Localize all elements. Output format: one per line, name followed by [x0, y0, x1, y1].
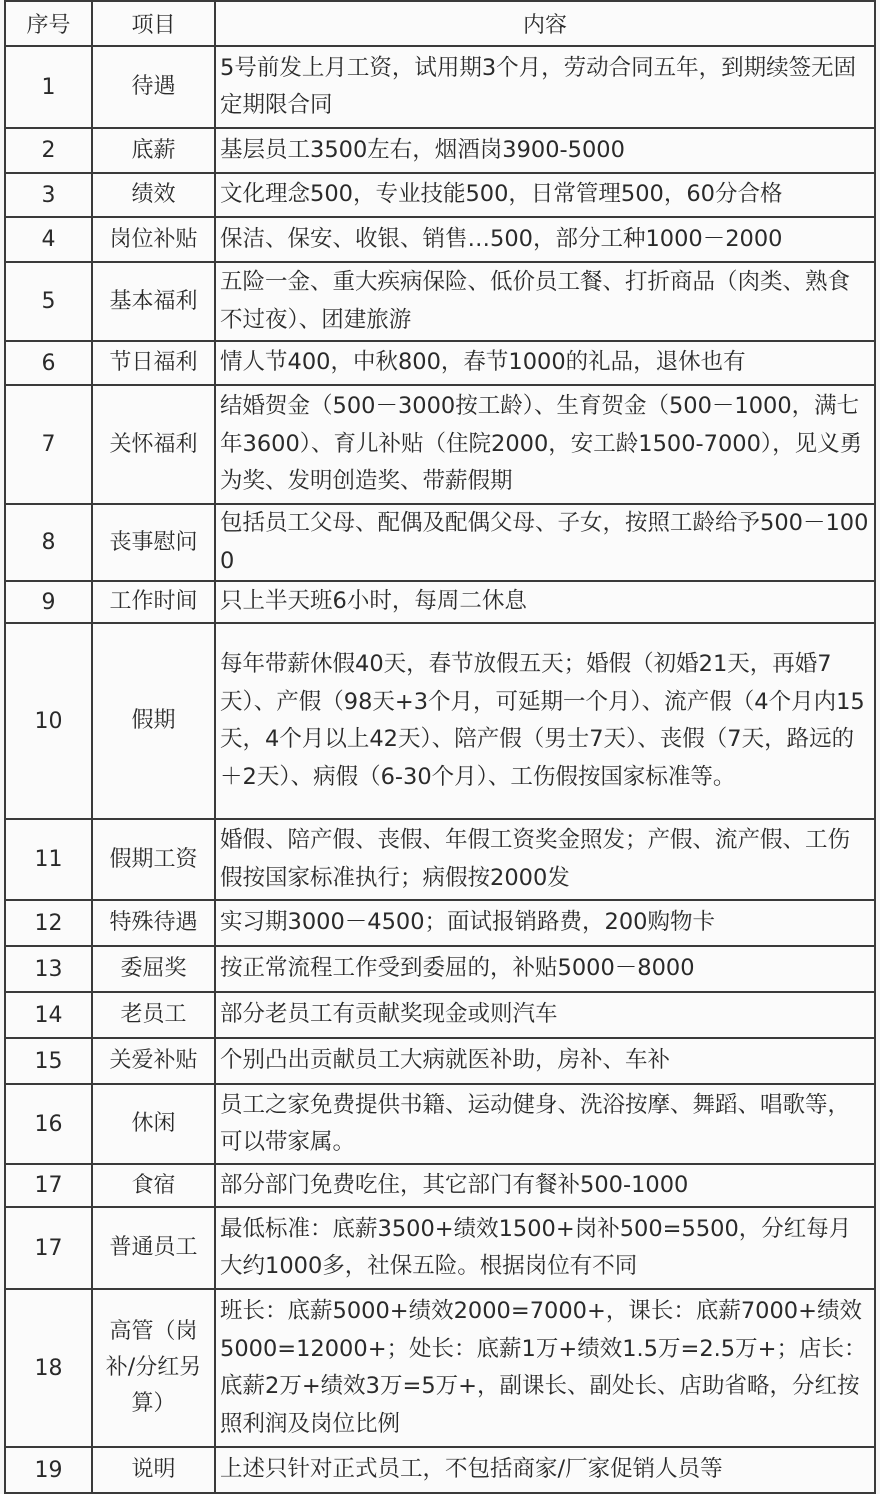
header-item: 项目 — [92, 1, 215, 46]
table-header-row — [5, 1, 875, 46]
row-content: 基层员工3500左右，烟酒岗3900-5000 — [215, 128, 875, 173]
table-row — [5, 1038, 875, 1084]
row-content: 班长：底薪5000+绩效2000=7000+，课长：底薪7000+绩效5000=12000+；处长：底薪1万+绩效1.5万=2.5万+；店长：底薪2万+绩效3万=5万+，副课长、副处长、店助省略，分红按照利润及岗位比例 — [215, 1289, 875, 1447]
row-index: 17 — [5, 1207, 92, 1289]
table-row — [5, 623, 875, 819]
row-content: 个别凸出贡献员工大病就医补助，房补、车补 — [215, 1038, 875, 1084]
row-item: 基本福利 — [92, 262, 215, 341]
table-row — [5, 1084, 875, 1164]
row-item: 关怀福利 — [92, 385, 215, 504]
row-item: 委屈奖 — [92, 946, 215, 992]
table-row — [5, 992, 875, 1038]
row-index: 6 — [5, 341, 92, 385]
row-content: 最低标准：底薪3500+绩效1500+岗补500=5500，分红每月大约1000多，社保五险。根据岗位有不同 — [215, 1207, 875, 1289]
table-row — [5, 504, 875, 581]
row-index: 14 — [5, 992, 92, 1038]
row-item: 特殊待遇 — [92, 900, 215, 946]
row-index: 4 — [5, 217, 92, 262]
row-index: 8 — [5, 504, 92, 581]
row-content: 部分部门免费吃住，其它部门有餐补500-1000 — [215, 1164, 875, 1207]
row-content: 婚假、陪产假、丧假、年假工资奖金照发；产假、流产假、工伤假按国家标准执行；病假按2000发 — [215, 819, 875, 900]
row-index: 11 — [5, 819, 92, 900]
row-item: 丧事慰问 — [92, 504, 215, 581]
row-item: 老员工 — [92, 992, 215, 1038]
table-row — [5, 581, 875, 623]
row-item: 食宿 — [92, 1164, 215, 1207]
row-content: 保洁、保安、收银、销售…500，部分工种1000－2000 — [215, 217, 875, 262]
row-content: 按正常流程工作受到委屈的，补贴5000－8000 — [215, 946, 875, 992]
row-index: 3 — [5, 173, 92, 217]
row-index: 13 — [5, 946, 92, 992]
row-index: 19 — [5, 1447, 92, 1493]
row-index: 15 — [5, 1038, 92, 1084]
header-index: 序号 — [5, 1, 92, 46]
table-row — [5, 217, 875, 262]
row-index: 18 — [5, 1289, 92, 1447]
row-content: 包括员工父母、配偶及配偶父母、子女，按照工龄给予500－1000 — [215, 504, 875, 581]
row-content: 结婚贺金（500－3000按工龄）、生育贺金（500－1000，满七年3600）、育儿补贴（住院2000，安工龄1500-7000），见义勇为奖、发明创造奖、带薪假期 — [215, 385, 875, 504]
row-item: 假期 — [92, 623, 215, 819]
table-row — [5, 341, 875, 385]
row-index: 2 — [5, 128, 92, 173]
row-content: 实习期3000－4500；面试报销路费，200购物卡 — [215, 900, 875, 946]
row-index: 1 — [5, 46, 92, 128]
row-content: 每年带薪休假40天，春节放假五天；婚假（初婚21天，再婚7天）、产假（98天+3个月，可延期一个月）、流产假（4个月内15天，4个月以上42天）、陪产假（男士7天）、丧假（7天，路远的＋2天）、病假（6-30个月）、工伤假按国家标准等。 — [215, 623, 875, 819]
table-row — [5, 262, 875, 341]
row-item: 关爱补贴 — [92, 1038, 215, 1084]
row-content: 部分老员工有贡献奖现金或则汽车 — [215, 992, 875, 1038]
table-row — [5, 1447, 875, 1493]
table-row — [5, 900, 875, 946]
row-item: 绩效 — [92, 173, 215, 217]
row-item: 说明 — [92, 1447, 215, 1493]
row-item: 岗位补贴 — [92, 217, 215, 262]
row-item: 节日福利 — [92, 341, 215, 385]
row-content: 五险一金、重大疾病保险、低价员工餐、打折商品（肉类、熟食不过夜）、团建旅游 — [215, 262, 875, 341]
row-index: 17 — [5, 1164, 92, 1207]
row-item: 底薪 — [92, 128, 215, 173]
row-content: 只上半天班6小时，每周二休息 — [215, 581, 875, 623]
row-item: 假期工资 — [92, 819, 215, 900]
table-row — [5, 1289, 875, 1447]
table-row — [5, 385, 875, 504]
row-content: 情人节400，中秋800，春节1000的礼品，退休也有 — [215, 341, 875, 385]
table-row — [5, 128, 875, 173]
row-index: 9 — [5, 581, 92, 623]
row-content: 员工之家免费提供书籍、运动健身、洗浴按摩、舞蹈、唱歌等，可以带家属。 — [215, 1084, 875, 1164]
row-index: 5 — [5, 262, 92, 341]
row-item: 待遇 — [92, 46, 215, 128]
table-row — [5, 946, 875, 992]
row-index: 7 — [5, 385, 92, 504]
row-item: 高管（岗补/分红另算） — [92, 1289, 215, 1447]
row-item: 休闲 — [92, 1084, 215, 1164]
table-row — [5, 1207, 875, 1289]
row-content: 上述只针对正式员工，不包括商家/厂家促销人员等 — [215, 1447, 875, 1493]
row-item: 普通员工 — [92, 1207, 215, 1289]
row-content: 文化理念500，专业技能500，日常管理500，60分合格 — [215, 173, 875, 217]
table-row — [5, 1164, 875, 1207]
header-content: 内容 — [215, 1, 875, 46]
row-index: 12 — [5, 900, 92, 946]
table-row — [5, 46, 875, 128]
benefits-table — [4, 0, 876, 1494]
row-content: 5号前发上月工资，试用期3个月，劳动合同五年，到期续签无固定期限合同 — [215, 46, 875, 128]
row-index: 10 — [5, 623, 92, 819]
table-row — [5, 173, 875, 217]
row-index: 16 — [5, 1084, 92, 1164]
table-row — [5, 819, 875, 900]
row-item: 工作时间 — [92, 581, 215, 623]
